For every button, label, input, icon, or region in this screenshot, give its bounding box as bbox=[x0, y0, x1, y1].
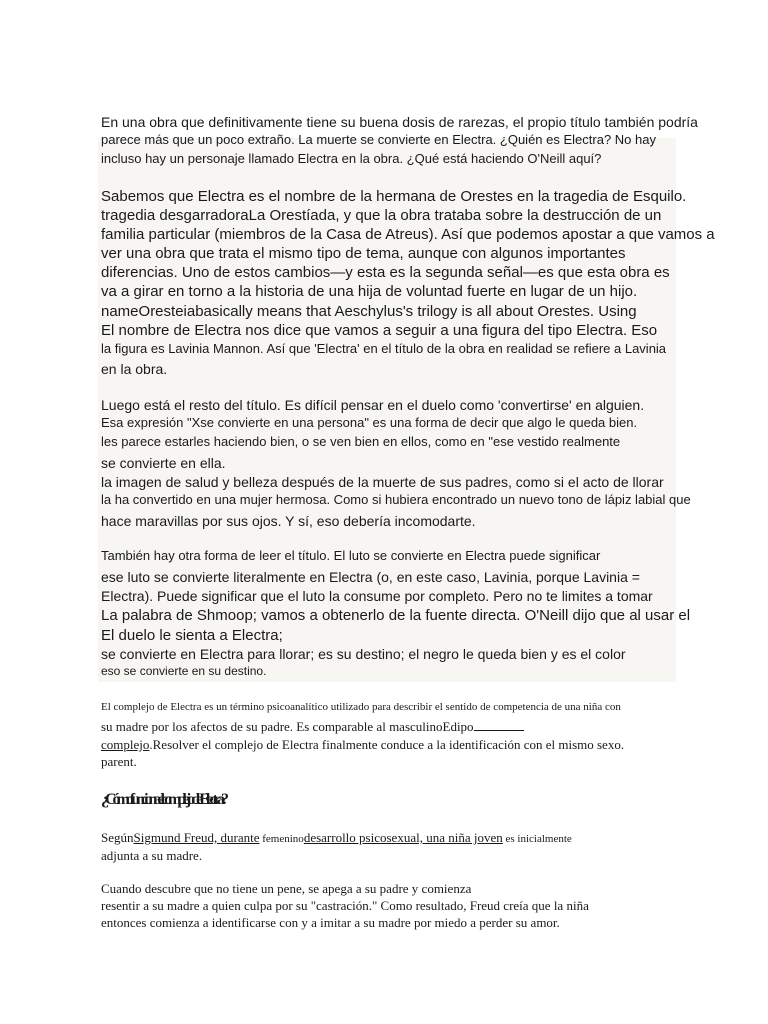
paragraph-7-line: entonces comienza a identificarse con y a imitar a su madre por miedo a perder su amor. bbox=[101, 915, 560, 930]
paragraph-2-line: nameOresteiabasically means that Aeschylus's trilogy is all about Orestes. Using bbox=[101, 303, 637, 320]
complejo-link[interactable]: complejo bbox=[101, 737, 150, 752]
blank-underline bbox=[474, 720, 524, 731]
sigmund-freud-link[interactable]: Sigmund Freud, durante bbox=[133, 830, 260, 845]
paragraph-3-line: la imagen de salud y belleza después de la muerte de sus padres, como si el acto de llorar bbox=[101, 474, 664, 490]
paragraph-4-line: El duelo le sienta a Electra; bbox=[101, 627, 283, 644]
paragraph-4-line: También hay otra forma de leer el título. El luto se convierte en Electra puede significar bbox=[101, 548, 601, 563]
paragraph-1-line: parece más que un poco extraño. La muerte se convierte en Electra. ¿Quién es Electra? No hay bbox=[101, 132, 656, 147]
paragraph-4-line: ese luto se convierte literalmente en Electra (o, en este caso, Lavinia, porque Lavinia = bbox=[101, 569, 640, 585]
paragraph-3-line: se convierte en ella. bbox=[101, 455, 226, 471]
paragraph-2-line: en la obra. bbox=[101, 361, 168, 377]
paragraph-2-line: diferencias. Uno de estos cambios—y esta es la segunda señal—es que esta obra es bbox=[101, 264, 670, 281]
paragraph-4-line: eso se convierte en su destino. bbox=[101, 664, 267, 678]
paragraph-3-line: hace maravillas por sus ojos. Y sí, eso debería incomodarte. bbox=[101, 513, 476, 529]
paragraph-2-line: va a girar en torno a la historia de una hija de voluntad fuerte en lugar de un hijo. bbox=[101, 283, 638, 300]
paragraph-4-line: La palabra de Shmoop; vamos a obtenerlo de la fuente directa. O'Neill dijo que al usar el bbox=[101, 607, 691, 624]
paragraph-6-text: es inicialmente bbox=[502, 833, 572, 845]
paragraph-5-line bbox=[101, 720, 524, 735]
paragraph-2-line: El nombre de Electra nos dice que vamos a seguir a una figura del tipo Electra. Eso bbox=[101, 322, 658, 339]
paragraph-7-line: resentir a su madre a quien culpa por su "castración." Como resultado, Freud creía que la niña bbox=[101, 898, 589, 913]
paragraph-6-line bbox=[101, 831, 572, 846]
section-heading: ¿Cómo funciona el complejo de Electra? bbox=[101, 791, 225, 808]
paragraph-4-line: Electra). Puede significar que el luto la consume por completo. Pero no te limites a tomar bbox=[101, 588, 653, 604]
paragraph-7-line: Cuando descubre que no tiene un pene, se apega a su padre y comienza bbox=[101, 881, 472, 896]
paragraph-1-line: incluso hay un personaje llamado Electra en la obra. ¿Qué está haciendo O'Neill aquí? bbox=[101, 151, 602, 166]
paragraph-5-text: su madre por los afectos de su padre. Es comparable al masculinoEdipo bbox=[101, 719, 474, 734]
paragraph-3-line: Luego está el resto del título. Es difícil pensar en el duelo como 'convertirse' en alguien. bbox=[101, 397, 645, 413]
paragraph-3-line: la ha convertido en una mujer hermosa. Como si hubiera encontrado un nuevo tono de lápiz labial que bbox=[101, 492, 691, 507]
paragraph-6-text: femenino bbox=[259, 833, 304, 845]
paragraph-6-text: Según bbox=[101, 830, 134, 845]
paragraph-2-line: tragedia desgarradoraLa Orestíada, y que la obra trataba sobre la destrucción de un bbox=[101, 207, 662, 224]
paragraph-5-line: El complejo de Electra es un término psicoanalítico utilizado para describir el sentido de competencia de una niña con bbox=[101, 701, 621, 713]
psychosexual-development-link[interactable]: desarrollo psicosexual, una niña joven bbox=[303, 830, 503, 845]
paragraph-2-line: Sabemos que Electra es el nombre de la hermana de Orestes en la tragedia de Esquilo. bbox=[101, 188, 687, 205]
paragraph-3-line: Esa expresión "Xse convierte en una persona" es una forma de decir que algo le queda bien. bbox=[101, 415, 638, 430]
paragraph-1-line: En una obra que definitivamente tiene su buena dosis de rarezas, el propio título también podría bbox=[101, 114, 698, 130]
paragraph-2-line: ver una obra que trata el mismo tipo de tema, aunque con algunos importantes bbox=[101, 245, 626, 262]
paragraph-3-line: les parece estarles haciendo bien, o se ven bien en ellos, como en "ese vestido realmente bbox=[101, 434, 621, 449]
paragraph-6-line: adjunta a su madre. bbox=[101, 848, 203, 863]
paragraph-5-line bbox=[101, 738, 624, 753]
paragraph-2-line: familia particular (miembros de la Casa de Atreus). Así que podemos apostar a que vamos a bbox=[101, 226, 715, 243]
paragraph-4-line: se convierte en Electra para llorar; es su destino; el negro le queda bien y es el color bbox=[101, 646, 626, 662]
paragraph-5-text: .Resolver el complejo de Electra finalmente conduce a la identificación con el mismo sexo. bbox=[149, 737, 625, 752]
paragraph-5-line: parent. bbox=[101, 754, 137, 769]
paragraph-2-line: la figura es Lavinia Mannon. Así que 'Electra' en el título de la obra en realidad se refiere a Lavinia bbox=[101, 341, 667, 356]
